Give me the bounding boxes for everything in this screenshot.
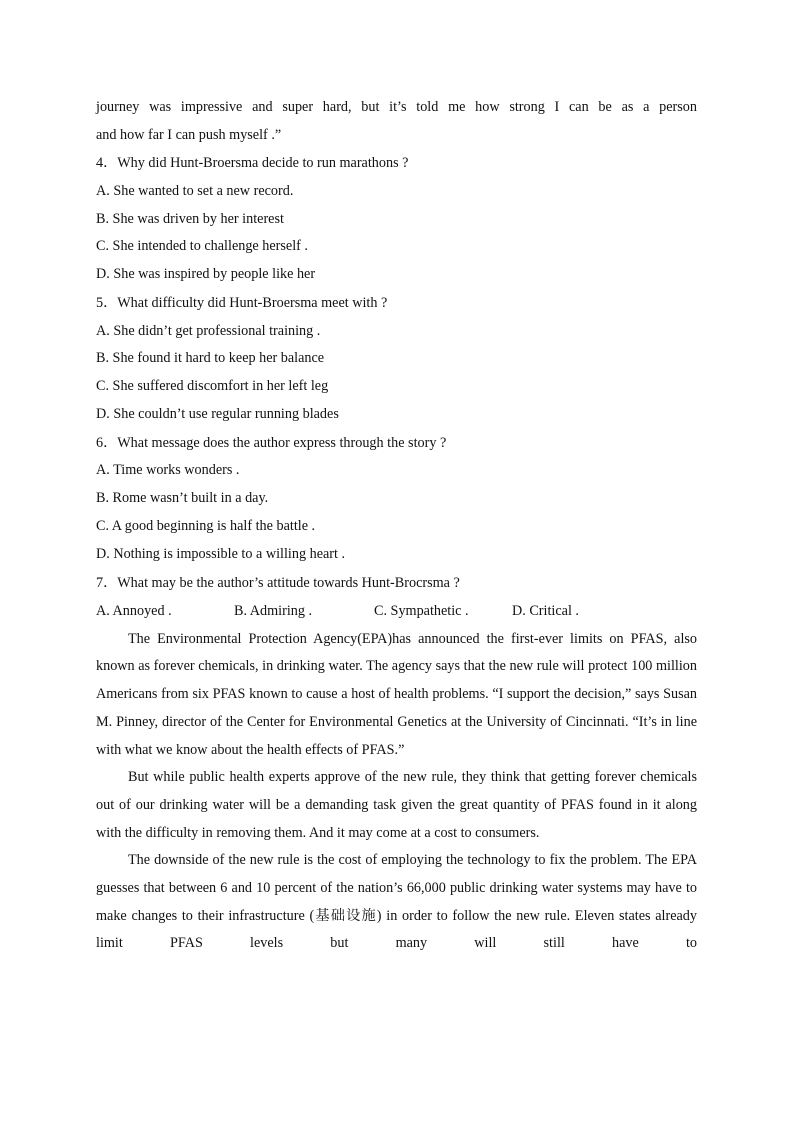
option-c: C. A good beginning is half the battle . [96, 517, 316, 534]
option-b: B. She found it hard to keep her balance [96, 350, 325, 367]
option-row [96, 597, 697, 626]
intro-line-1: journey was impressive and super hard, but it’s told me how strong I can be as a person [96, 99, 697, 115]
option-b: B. She was driven by her interest [96, 210, 284, 227]
passage-paragraph-3: The downside of the new rule is the cost of employing the technology to fix the problem. The EPA guesses that between 6 and 10 percent of the nation’s 66,000 public drinking water systems may have to make changes to their infrastructure (基础设施) in order to follow the new rule. Eleven states already limit PFAS levels but many will still have to [96, 852, 697, 952]
option-a: A. She wanted to set a new record. [96, 182, 294, 199]
option-a: A. Time works wonders . [96, 462, 240, 479]
passage-paragraph-1: The Environmental Protection Agency(EPA)has announced the first-ever limits on PFAS, also known as forever chemicals, in drinking water. The agency says that the new rule will protect 100 million Americans from six PFAS known to cause a host of health problems. “I support the decision,” says Susan M. Pinney, director of the Center for Environmental Genetics at the University of Cincinnati. “It’s in line with what we know about the health effects of PFAS.” [96, 630, 697, 758]
option-d: D. Critical . [512, 603, 579, 620]
intro-continuation [96, 94, 697, 149]
option-d: D. Nothing is impossible to a willing heart . [96, 545, 346, 562]
question-4 [96, 149, 697, 289]
option-b: B. Rome wasn’t built in a day. [96, 490, 269, 507]
option-c: C. She intended to challenge herself . [96, 238, 308, 255]
reading-passage [96, 626, 697, 958]
question-stem: 4．Why did Hunt-Broersma decide to run marathons ? [96, 155, 409, 172]
intro-line-2: and how far I can push myself .” [96, 126, 282, 143]
question-5 [96, 289, 697, 429]
question-stem: 7．What may be the author’s attitude towards Hunt-Brocrsma ? [96, 574, 460, 591]
option-a: A. Annoyed . [96, 603, 172, 620]
option-c: C. Sympathetic . [374, 603, 469, 620]
question-stem: 5．What difficulty did Hunt-Broersma meet with ? [96, 294, 388, 311]
question-6 [96, 429, 697, 569]
option-a: A. She didn’t get professional training . [96, 322, 321, 339]
document-page [96, 94, 697, 958]
question-7 [96, 569, 697, 626]
option-b: B. Admiring . [234, 603, 313, 620]
passage-paragraph-2: But while public health experts approve of the new rule, they think that getting forever chemicals out of our drinking water will be a demanding task given the great quantity of PFAS found in it along with the difficulty in removing them. And it may come at a cost to consumers. [96, 769, 697, 841]
option-c: C. She suffered discomfort in her left leg [96, 378, 329, 395]
option-d: D. She couldn’t use regular running blades [96, 405, 339, 422]
question-stem: 6．What message does the author express through the story ? [96, 434, 447, 451]
option-d: D. She was inspired by people like her [96, 266, 316, 283]
